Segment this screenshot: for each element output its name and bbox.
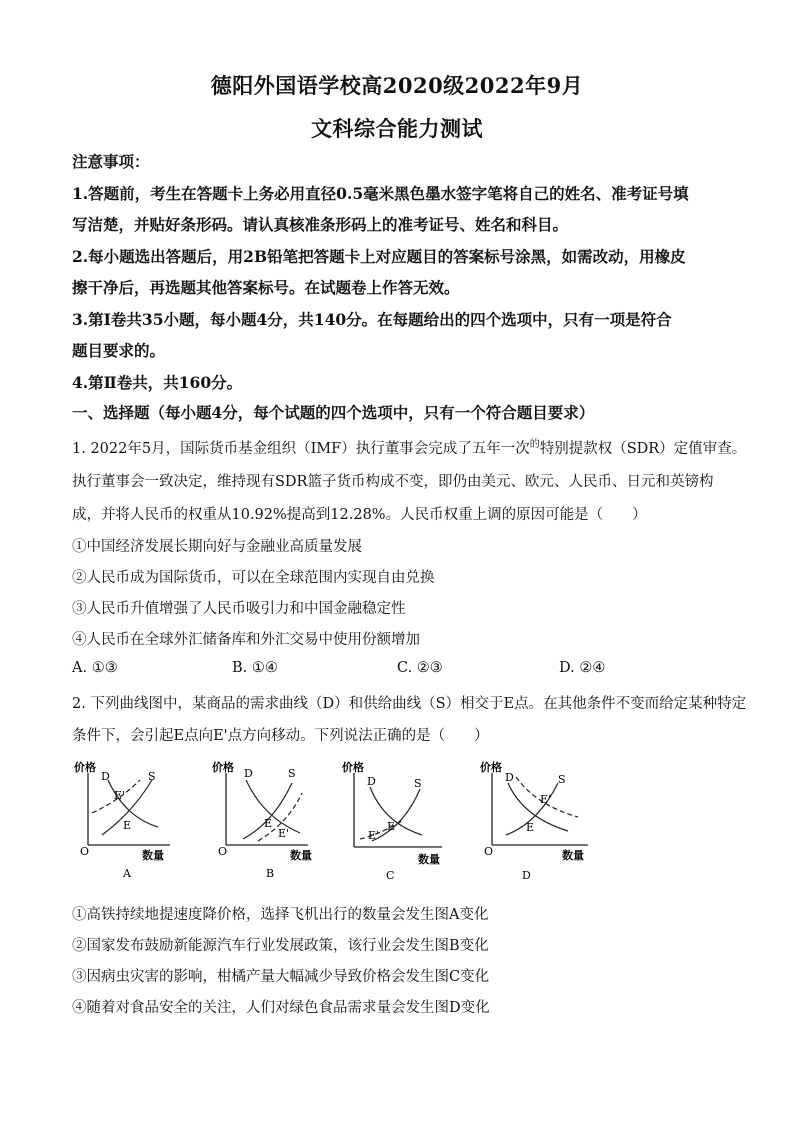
q1-option-b[interactable]: B. ①④ [232,660,278,676]
notice-item: 3.第Ⅰ卷共35小题，每小题4分，共140分。在每题给出的四个选项中，只有一项是符合 [72,310,672,329]
q2-stem-line1: 2. 下列曲线图中，某商品的需求曲线（D）和供给曲线（S）相交于E点。在其他条件不变而给定某种特定 [72,696,747,712]
equilibrium-label: E [123,819,132,832]
diagram-a-svg [70,755,190,885]
section-heading: 一、选择题（每小题4分，每个试题的四个选项中，只有一个符合题目要求） [72,403,595,422]
diagram-d-svg [478,755,598,885]
new-equilibrium-label: E' [114,789,126,802]
origin-label: O [218,845,228,858]
diagram-b [208,755,328,885]
y-axis-label: 价格 [480,761,502,774]
diagram-b-svg [208,755,328,885]
diagram-c-svg [342,755,462,885]
supply-label: S [288,767,296,780]
q1-option-d[interactable]: D. ②④ [559,660,606,676]
new-equilibrium-label: E' [278,827,290,840]
demand-curve [370,787,422,835]
origin-label: O [484,845,494,858]
y-axis-label: 价格 [74,761,96,774]
diagram-d [478,755,598,885]
equilibrium-label: E [387,820,396,833]
diagram-letter: D [522,869,531,882]
notice-item: 2.每小题选出答题后，用2B铅笔把答题卡上对应题目的答案标号涂黑，如需改动，用橡皮 [72,247,686,266]
q1-statement: ③人民币升值增强了人民币吸引力和中国金融稳定性 [72,601,406,617]
x-axis-label: 数量 [418,853,440,866]
new-equilibrium-label: E' [540,793,552,806]
supply-demand-diagrams [70,755,610,890]
q1-stem-line1: 1. 2022年5月，国际货币基金组织（IMF）执行董事会完成了五年一次$^的$特别提款权（SDR）定值审查。 [72,439,747,457]
y-axis-label: 价格 [212,761,234,774]
supply-label: S [414,777,422,790]
notice-heading: 注意事项： [72,152,150,171]
exam-title: 德阳外国语学校高2020级2022年9月 [210,73,584,98]
q2-statement: ①高铁持续地提速度降价格，选择飞机出行的数量会发生图A变化 [72,907,489,923]
q1-statement: ①中国经济发展长期向好与金融业高质量发展 [72,539,362,555]
supply-label: S [558,773,566,786]
demand-label: D [244,767,253,780]
new-equilibrium-label: E' [368,829,380,842]
demand-label: D [101,770,110,783]
diagram-letter: C [386,869,395,882]
equilibrium-label: E [264,817,273,830]
y-axis-label: 价格 [342,761,364,774]
notice-item: 擦干净后，再选题其他答案标号。在试题卷上作答无效。 [72,278,460,297]
diagram-letter: B [266,867,275,880]
q2-statement: ④随着对食品安全的关注，人们对绿色食品需求量会发生图D变化 [72,1000,490,1016]
notice-item: 题目要求的。 [72,341,166,360]
diagram-a [70,755,190,885]
q2-statement: ③因病虫灾害的影响，柑橘产量大幅减少导致价格会发生图C变化 [72,969,490,985]
x-axis-label: 数量 [142,849,164,862]
x-axis-label: 数量 [562,849,584,862]
q1-stem-line3: 成，并将人民币的权重从10.92%提高到12.28%。人民币权重上调的原因可能是（ ） [72,507,647,523]
notice-item: 1.答题前，考生在答题卡上务必用直径0.5毫米黑色墨水签字笔将自己的姓名、准考证号填 [72,184,689,203]
demand-curve [508,783,568,831]
x-axis-label: 数量 [290,849,312,862]
equilibrium-label: E [526,821,535,834]
q1-option-a[interactable]: A. ①③ [72,660,118,676]
diagram-c [342,755,462,885]
notice-item: 写洁楚，并贴好条形码。请认真核准条形码上的准考证号、姓名和科目。 [72,215,569,234]
demand-label: D [367,775,376,788]
demand-label: D [505,771,514,784]
supply-label: S [148,770,156,783]
exam-subtitle: 文科综合能力测试 [311,116,483,141]
notice-item: 4.第Ⅱ卷共，共160分。 [72,373,243,392]
q2-stem-line2: 条件下，会引起E点向E'点方向移动。下列说法正确的是（ ） [72,728,489,744]
origin-label: O [80,845,90,858]
q2-statement: ②国家发布鼓励新能源汽车行业发展政策，该行业会发生图B变化 [72,938,489,954]
q1-option-c[interactable]: C. ②③ [397,660,443,676]
demand-curve [246,780,300,833]
q1-statement: ②人民币成为国际货币，可以在全球范围内实现自由兑换 [72,570,435,586]
diagram-letter: A [123,867,131,880]
q1-stem-line2: 执行董事会一致决定，维持现有SDR篮子货币构成不变，即仍由美元、欧元、人民币、日元和英镑构 [72,474,714,490]
q1-statement: ④人民币在全球外汇储备库和外汇交易中使用份额增加 [72,632,420,648]
